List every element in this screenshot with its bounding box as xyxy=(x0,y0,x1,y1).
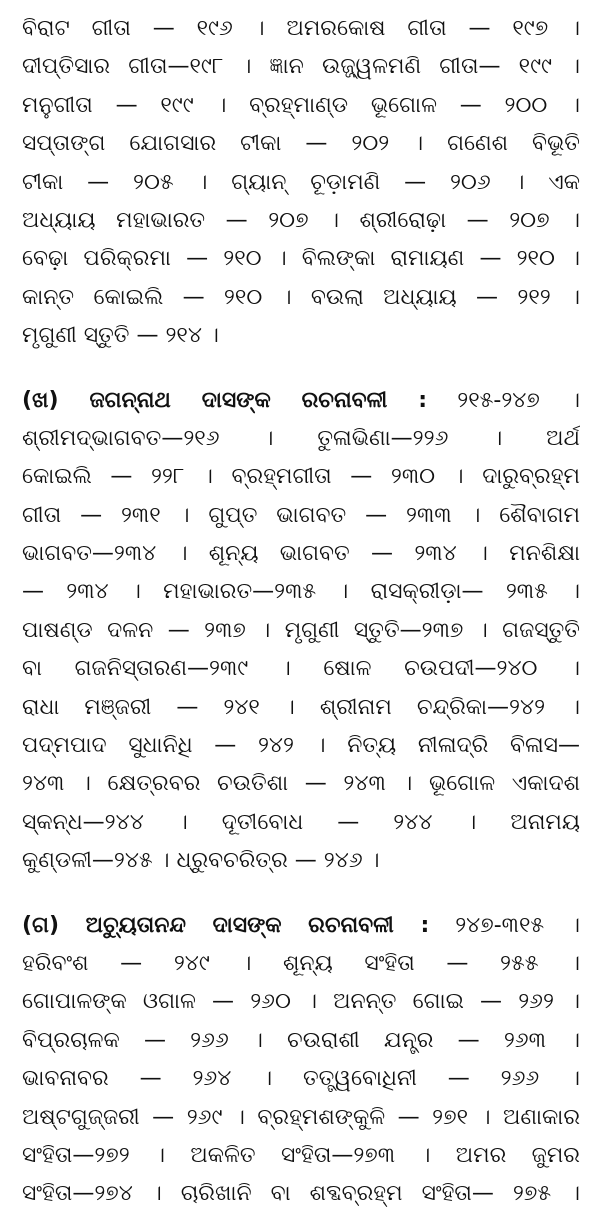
text-line: ବେଢ଼ା ପରିକ୍ରମା — ୨୧୦ । ବିଲଙ୍କା ରାମାୟଣ — ୨୧୦ । xyxy=(22,246,580,272)
text-line: କୋଇଲି — ୨୨୮ । ବ୍ରହ୍ମଗୀତା — ୨୩୦ । ଦାରୁବ୍ରହ୍ମ xyxy=(22,464,580,490)
section-heading-pages: ୨୧୫-୨୪୭ । xyxy=(427,387,580,413)
text-line: ସପ୍ତାଙ୍ଗ ଯୋଗସାର ଟୀକା — ୨୦୨ । ଗଣେଶ ବିଭୂତି xyxy=(22,131,580,157)
section-achyutananda-das xyxy=(22,907,580,1214)
section-heading xyxy=(22,382,580,420)
text-line: ପାଷଣ୍ଡ ଦଳନ — ୨୩୭ । ମୃଗୁଣୀ ସ୍ତୁତି—୨୩୭ । ଗଜସ୍ତୁତି xyxy=(22,617,580,643)
text-line: ବା ଗଜନିସ୍ତାରଣ—୨୩୯ । ଷୋଳ ଚଉପଦୀ—୨୪୦ । xyxy=(22,656,580,682)
text-line: ହରିବଂଶ — ୨୪୯ । ଶୂନ୍ୟ ସଂହିତା — ୨୫୫ । xyxy=(22,950,580,976)
text-line: ପଦ୍ମପାଦ ସୁଧାନିଧି — ୨୪୨ । ନିତ୍ୟ ନୀଳାଦ୍ରି ବିଳାସ— xyxy=(22,733,580,759)
text-line: ମୃଗୁଣୀ ସ୍ତୁତି — ୨୧୪ । xyxy=(22,323,219,349)
text-line: ରାଧା ମଞ୍ଜରୀ — ୨୪୧ । ଶ୍ରୀନାମ ଚନ୍ଦ୍ରିକା—୨୪୨ । xyxy=(22,694,580,720)
text-line: ବିରାଟ ଗୀତା — ୧୯୬ । ଅମରକୋଷ ଗୀତା — ୧୯୭ । xyxy=(22,16,580,41)
text-line: ଭାବନାବର — ୨୬୪ । ତତ୍ତ୍ୱବୋଧିନୀ — ୨୬୬ । xyxy=(22,1066,580,1092)
text-line: ଦୀପ୍ତିସାର ଗୀତା—୧୯୮ । ଜ୍ଞାନ ଉଜ୍ଜ୍ୱଳମଣି ଗୀତା— ୧୯୯ । xyxy=(22,54,580,80)
text-line: ଗୋପାଳଙ୍କ ଓଗାଳ — ୨୬୦ । ଅନନ୍ତ ଗୋଇ — ୨୬୨ । xyxy=(22,989,580,1015)
text-line: ଅଧ୍ୟାୟ ମହାଭାରତ — ୨୦୭ । ଶ୍ରୀରୋଢ଼ା — ୨୦୭ । xyxy=(22,207,580,233)
text-line: ଗୀତା — ୨୩୧ । ଗୁପ୍ତ ଭାଗବତ — ୨୩୩ । ଶୈବାଗମ xyxy=(22,502,580,528)
text-line: ୨୪୩ । କ୍ଷେତ୍ରବର ଚଉତିଶା — ୨୪୩ । ଭୂଗୋଳ ଏକାଦଶ xyxy=(22,771,580,797)
text-line: ଟୀକା — ୨୦୫ । ଗ୍ୟାନ୍ ଚୂଡ଼ାମଣି — ୨୦୬ । ଏକ xyxy=(22,169,580,195)
section-heading xyxy=(22,907,580,945)
text-line: ମନୁଗୀତା — ୧୯୯ । ବ୍ରହ୍ମାଣ୍ଡ ଭୂଗୋଳ — ୨୦୦ । xyxy=(22,92,580,118)
text-line: ସଂହିତା—୨୭୨ । ଅକଳିତ ସଂହିତା—୨୭୩ । ଅମର ଜୁମର xyxy=(22,1142,580,1168)
section-heading-label: (ଖ) ଜଗନ୍ନାଥ ଦାସଙ୍କ ରଚନାବଳୀ : xyxy=(22,387,428,413)
text-line: ଅଷ୍ଟଗୁଜ୍ଜରୀ — ୨୬୯ । ବ୍ରହ୍ମଶଙ୍କୁଳି — ୨୭୧ । ଅଣାକାର xyxy=(22,1104,580,1130)
text-line: ସ୍କନ୍ଧ—୨୪୪ । ଦୂତୀବୋଧ — ୨୪୪ । ଅନାମୟ xyxy=(22,809,580,835)
section-heading-pages: ୨୪୭-୩୧୫ । xyxy=(429,912,580,938)
text-line: ଭାଗବତ—୨୩୪ । ଶୂନ୍ୟ ଭାଗବତ — ୨୩୪ । ମନଶିକ୍ଷା xyxy=(22,541,580,567)
section-heading-label: (ଗ) ଅଚ୍ୟୁତାନନ୍ଦ ଦାସଙ୍କ ରଚନାବଳୀ : xyxy=(22,912,430,938)
text-line: ସଂହିତା—୨୭୪ । ଚାରିଖାନି ବା ଶବ୍ଦବ୍ରହ୍ମ ସଂହିତା— ୨୭୫ । xyxy=(22,1181,580,1207)
text-line: ବିପ୍ରଚାଳକ — ୨୬୬ । ଚଉରାଶୀ ଯନ୍ତ୍ର — ୨୬୩ । xyxy=(22,1027,580,1053)
text-line: — ୨୩୪ । ମହାଭାରତ—୨୩୫ । ରାସକ୍ରୀଡ଼ା— ୨୩୫ । xyxy=(22,579,580,605)
text-line: ଶ୍ରୀମଦ୍‌ଭାଗବତ—୨୧୬ । ତୁଳାଭିଣା—୨୨୬ । ଅର୍ଥ xyxy=(22,425,580,451)
text-line: କାନ୍ତ କୋଇଲି — ୨୧୦ । ବଉଲା ଅଧ୍ୟାୟ — ୨୧୨ । xyxy=(22,284,580,310)
text-line: କୁଣ୍ଡଳୀ—୨୪୫ । ଧ୍ରୁବଚରିତ୍ର — ୨୪୬ । xyxy=(22,848,380,874)
section-jagannath-das xyxy=(22,382,580,881)
section-continued-list xyxy=(22,10,580,356)
